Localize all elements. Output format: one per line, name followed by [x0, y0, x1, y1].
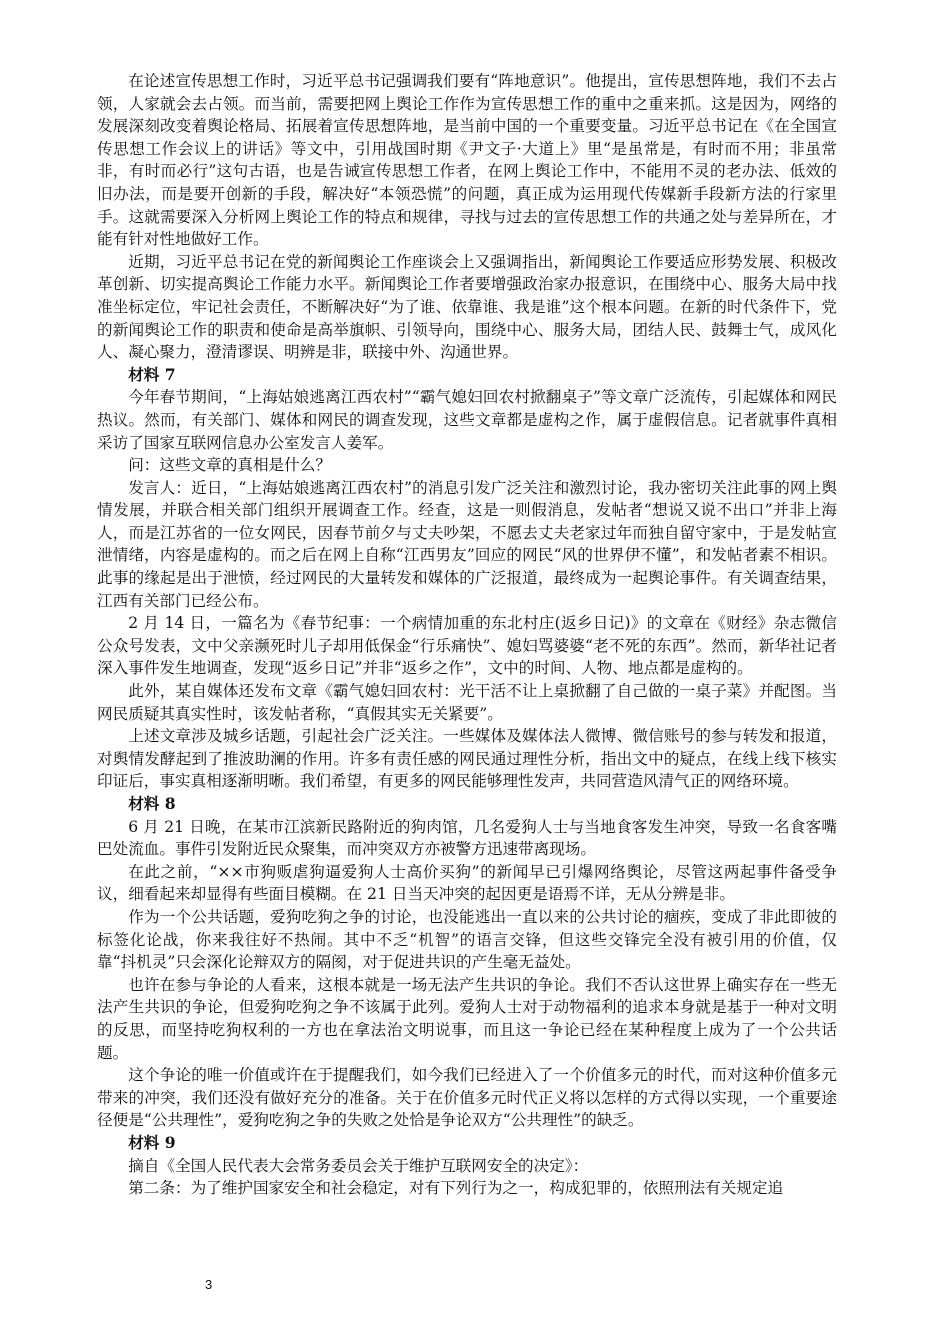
paragraph: 发言人：近日，“上海姑娘逃离江西农村”的消息引发广泛关注和激烈讨论，我办密切关注此事的网上舆情发展，并联合相关部门组织开展调查工作。经查，这是一则假消息，发帖者“想说又说不出口”并非上海人，而是江苏省的一位女网民，因春节前夕与丈夫吵架，不愿去丈夫老家过年而独自留守家中，于是发帖宣泄情绪，内容是虚构的。而之后在网上自称“江西男友”回应的网民“风的世界伊不懂”，和发帖者素不相识。此事的缘起是出于泄愤，经过网民的大量转发和媒体的广泛报道，最终成为一起舆论事件。有关调查结果，江西有关部门已经公布。 [97, 478, 837, 610]
paragraph: 6 月 21 日晚，在某市江滨新民路附近的狗肉馆，几名爱狗人士与当地食客发生冲突，导致一名食客嘴巴处流血。事件引发附近民众聚集，而冲突双方亦被警方迅速带离现场。 [97, 817, 837, 859]
section-heading-material-9: 材料 9 [128, 1132, 176, 1152]
paragraph: 上述文章涉及城乡话题，引起社会广泛关注。一些媒体及媒体法人微博、微信账号的参与转发和报道，对舆情发酵起到了推波助澜的作用。许多有责任感的网民通过理性分析，指出文中的疑点，在线上线下核实印证后，事实真相逐渐明晰。我们希望，有更多的网民能够理性发声，共同营造风清气正的网络环境。 [97, 727, 837, 791]
paragraph: 在此之前，“××市狗贩虐狗逼爱狗人士高价买狗”的新闻早已引爆网络舆论，尽管这两起事件备受争议，细看起来却显得有些面目模糊。在 21 日当天冲突的起因更是语焉不详，无从分辨是非。 [97, 862, 837, 904]
page-number: 3 [205, 1277, 213, 1292]
paragraph: 在论述宣传思想工作时，习近平总书记强调我们要有“阵地意识”。他提出，宣传思想阵地，我们不去占领，人家就会去占领。而当前，需要把网上舆论工作作为宣传思想工作的重中之重来抓。这是因为，网络的发展深刻改变着舆论格局、拓展着宣传思想阵地，是当前中国的一个重要变量。习近平总书记在《在全国宣传思想工作会议上的讲话》等文中，引用战国时期《尹文子·大道上》里“是虽常是，有时而不用；非虽常非，有时而必行”这句古语，也是告诫宣传思想工作者，在网上舆论工作中，不能用不灵的老办法、低效的旧办法，而是要开创新的手段，解决好“本领恐慌”的问题，真正成为运用现代传媒新手段新方法的行家里手。这就需要深入分析网上舆论工作的特点和规律，寻找与过去的宣传思想工作的共通之处与差异所在，才能有针对性地做好工作。 [97, 72, 837, 249]
paragraph: 这个争论的唯一价值或许在于提醒我们，如今我们已经进入了一个价值多元的时代，而对这种价值多元带来的冲突，我们还没有做好充分的准备。关于在价值多元时代正义将以怎样的方式得以实现，一个重要途径便是“公共理性”，爱狗吃狗之争的失败之处恰是争论双方“公共理性”的缺乏。 [97, 1066, 837, 1130]
paragraph: 2 月 14 日，一篇名为《春节纪事：一个病情加重的东北村庄(返乡日记)》的文章在《财经》杂志微信公众号发表，文中父亲濒死时儿子却用低保金“行乐痛快”、媳妇骂婆婆“老不死的东西”。然而，新华社记者深入事件发生地调查，发现“返乡日记”并非“返乡之作”，文中的时间、人物、地点都是虚构的。 [97, 614, 837, 678]
section-heading-material-7: 材料 7 [128, 364, 176, 384]
paragraph: 此外，某自媒体还发布文章《霸气媳妇回农村：光干活不让上桌掀翻了自己做的一桌子菜》并配图。当网民质疑其真实性时，该发帖者称，“真假其实无关紧要”。 [97, 682, 837, 723]
paragraph: 也许在参与争论的人看来，这根本就是一场无法产生共识的争论。我们不否认这世界上确实存在一些无法产生共识的争论，但爱狗吃狗之争不该属于此列。爱狗人士对于动物福利的追求本身就是基于一种对文明的反思，而坚持吃狗权利的一方也在拿法治文明说事，而且这一争论已经在某种程度上成为了一个公共话题。 [97, 975, 837, 1062]
section-heading-material-8: 材料 8 [128, 794, 176, 813]
paragraph: 今年春节期间，“上海姑娘逃离江西农村”“霸气媳妇回农村掀翻桌子”等文章广泛流传，引起媒体和网民热议。然而，有关部门、媒体和网民的调查发现，这些文章都是虚构之作，属于虚假信息。记者就事件真相采访了国家互联网信息办公室发言人姜军。 [97, 388, 837, 452]
paragraph: 近期，习近平总书记在党的新闻舆论工作座谈会上又强调指出，新闻舆论工作要适应形势发展、积极改革创新、切实提高舆论工作能力水平。新闻舆论工作者要增强政治家办报意识，在围绕中心、服务大局中找准坐标定位，牢记社会责任，不断解决好“为了谁、依靠谁、我是谁”这个根本问题。在新的时代条件下，党的新闻舆论工作的职责和使命是高举旗帜、引领导向，围绕中心、服务大局，团结人民、鼓舞士气，成风化人、凝心聚力，澄清谬误、明辨是非，联接中外、沟通世界。 [97, 252, 837, 362]
paragraph: 第二条：为了维护国家安全和社会稳定，对有下列行为之一，构成犯罪的，依照刑法有关规定追 [128, 1179, 784, 1198]
paragraph: 摘自《全国人民代表大会常务委员会关于维护互联网安全的决定》： [128, 1156, 589, 1175]
paragraph: 问：这些文章的真相是什么？ [128, 456, 331, 475]
paragraph: 作为一个公共话题，爱狗吃狗之争的讨论，也没能逃出一直以来的公共讨论的痼疾，变成了非此即彼的标签化论战，你来我往好不热闹。其中不乏“机智”的语言交锋，但这些交锋完全没有被引用的价值，仅靠“抖机灵”只会深化论辩双方的隔阂，对于促进共识的产生毫无益处。 [97, 907, 837, 972]
document-body [97, 70, 837, 1200]
